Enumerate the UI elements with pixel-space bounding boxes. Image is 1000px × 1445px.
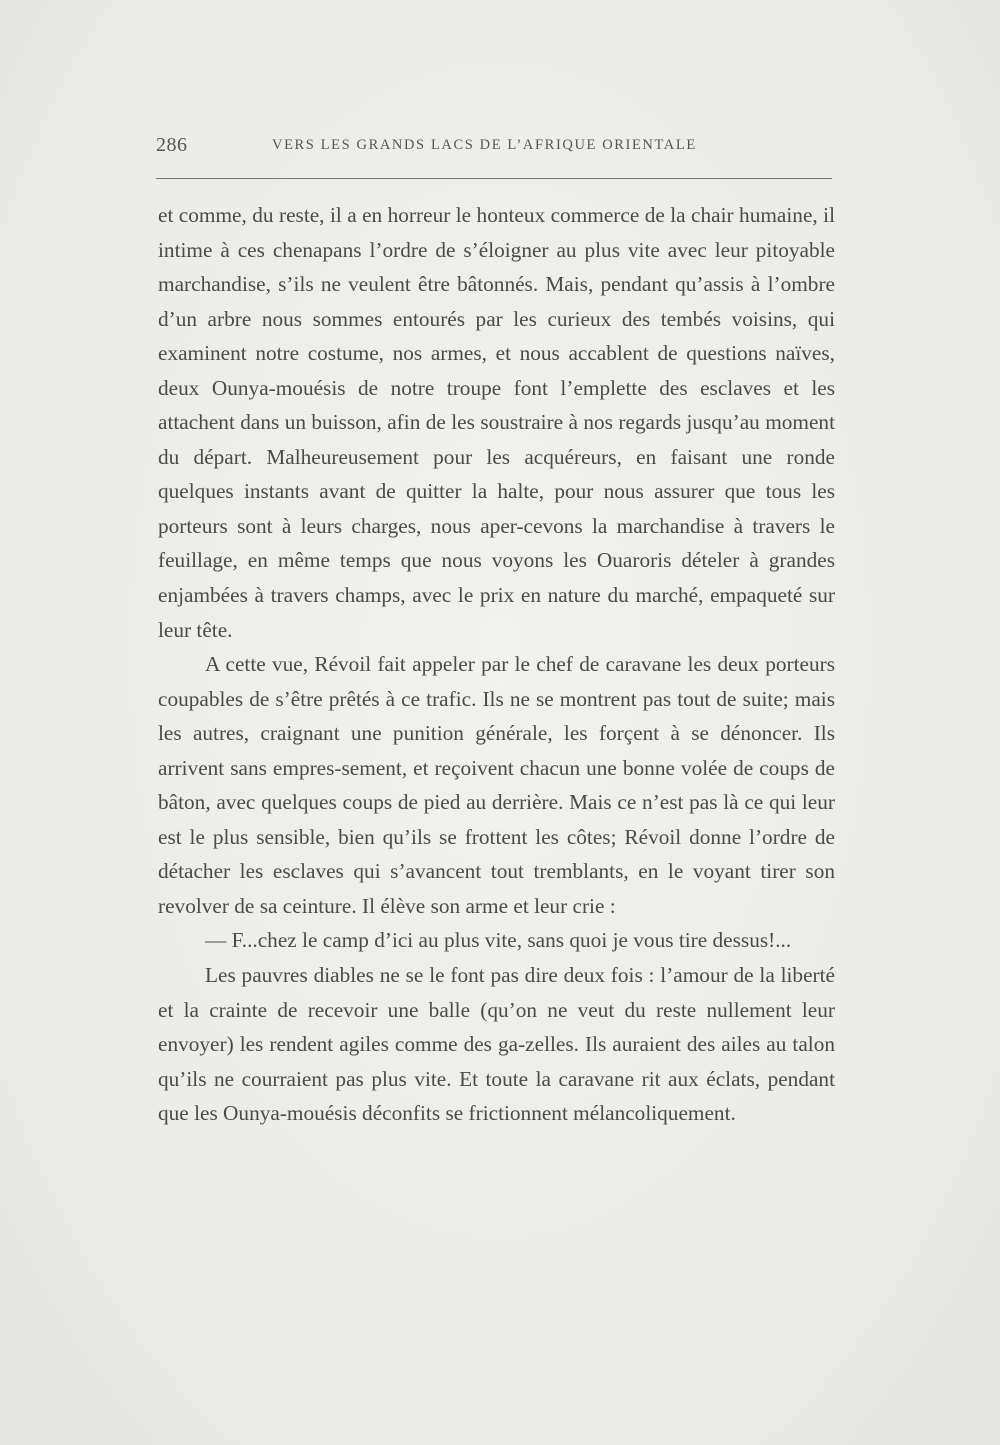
paragraph-3: — F...chez le camp d’ici au plus vite, sans quoi je vous tire dessus!... (205, 928, 792, 953)
paragraph-2: A cette vue, Révoil fait appeler par le chef de caravane les deux porteurs coupables de s’être prêtés à ce trafic. Ils ne se montrent pas tout de suite; mais les autres, craignant une punition générale, les forçent à se dénoncer. Ils arrivent sans empres-sement, et reçoivent chacun une bonne volée de coups de bâton, avec quelques coups de pied au derrière. Mais ce n’est pas là ce qui leur est le plus sensible, bien qu’ils se frottent les côtes; Révoil donne l’ordre de détacher les esclaves qui s’avancent tout tremblants, en le voyant tirer son revolver de sa ceinture. Il élève son arme et leur crie : (158, 652, 835, 918)
running-title: VERS LES GRANDS LACS DE L’AFRIQUE ORIENTALE (272, 137, 697, 153)
header-rule (156, 178, 832, 179)
paragraph-1: et comme, du reste, il a en horreur le honteux commerce de la chair humaine, il intime à ces chenapans l’ordre de s’éloigner au plus vite avec leur pitoyable marchandise, s’ils ne veulent être bâtonnés. Mais, pendant qu’assis à l’ombre d’un arbre nous sommes entourés par les curieux des tembés voisins, qui examinent notre costume, nos armes, et nous accablent de questions naïves, deux Ounya-mouésis de notre troupe font l’emplette des esclaves et les attachent dans un buisson, afin de les soustraire à nos regards jusqu’au moment du départ. Malheureusement pour les acquéreurs, en faisant une ronde quelques instants avant de quitter la halte, pour nous assurer que tous les porteurs sont à leurs charges, nous aper-cevons la marchandise à travers le feuillage, en même temps que nous voyons les Ouaroris dételer à grandes enjambées à travers champs, avec le prix en nature du marché, empaqueté sur leur tête. (158, 203, 835, 642)
body-text (158, 198, 835, 1131)
paragraph-4: Les pauvres diables ne se le font pas dire deux fois : l’amour de la liberté et la crainte de recevoir une balle (qu’on ne veut du reste nullement leur envoyer) les rendent agiles comme des ga-zelles. Ils auraient des ailes au talon qu’ils ne courraient pas plus vite. Et toute la caravane rit aux éclats, pendant que les Ounya-mouésis déconfits se frictionnent mélancoliquement. (158, 963, 835, 1126)
page-number: 286 (156, 134, 188, 156)
running-header (156, 134, 832, 158)
